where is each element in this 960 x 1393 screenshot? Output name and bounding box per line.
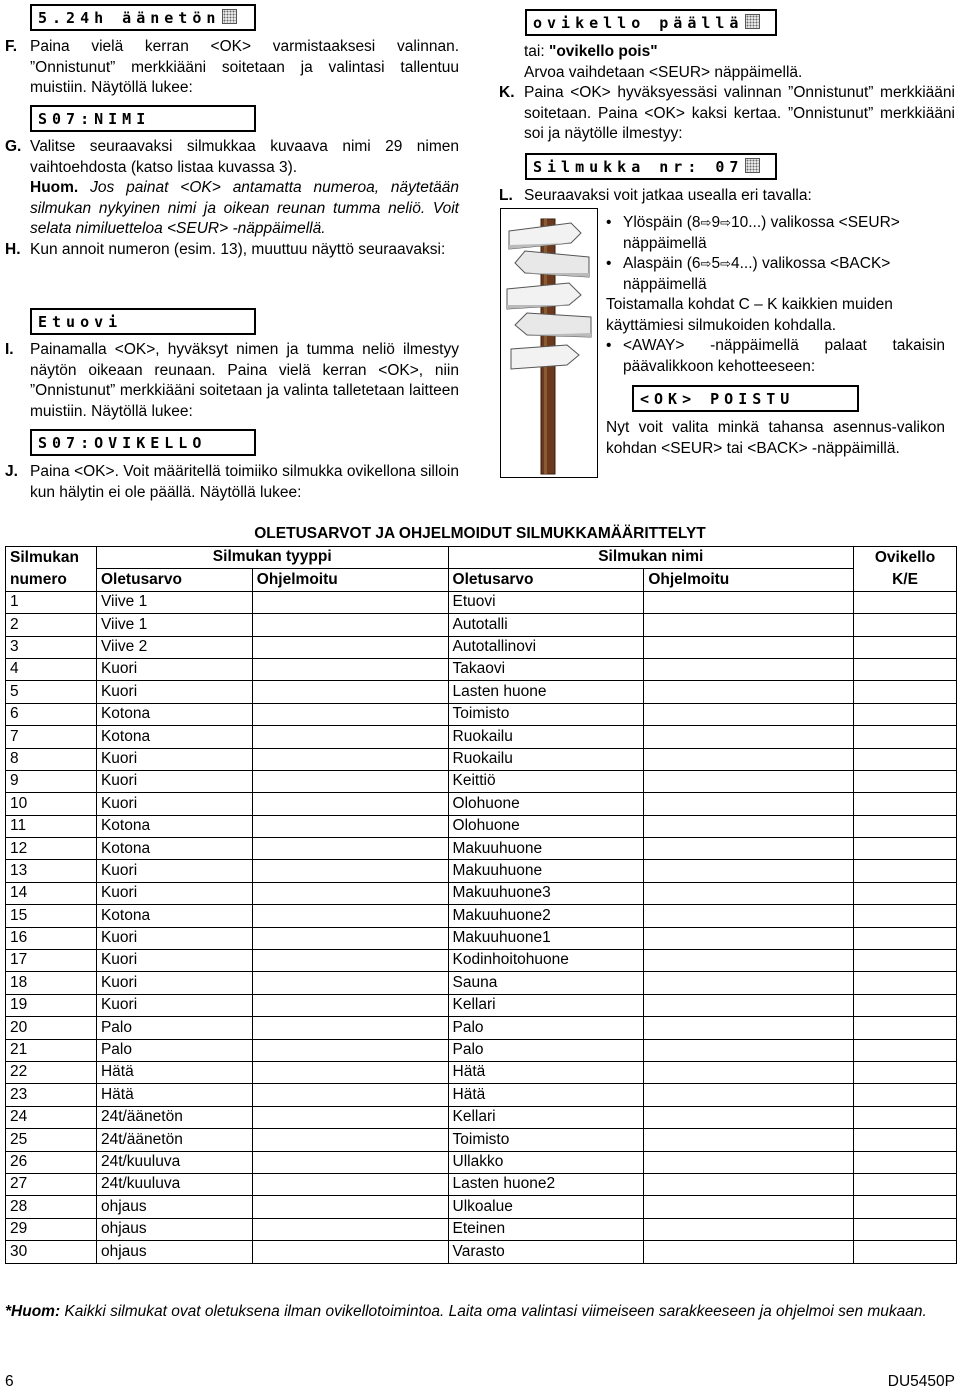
cell-type-programmed <box>252 1196 448 1218</box>
cell-type-default: ohjaus <box>96 1196 252 1218</box>
cell-name-programmed <box>644 1017 854 1039</box>
table-title: OLETUSARVOT JA OHJELMOIDUT SILMUKKAMÄÄRITTELYT <box>254 525 706 542</box>
table-row <box>6 882 957 904</box>
lcd-display-silmukka: Silmukka nr: 07 <box>525 153 777 180</box>
table-row <box>6 614 957 636</box>
cell-name-programmed <box>644 681 854 703</box>
cell-name-default: Lasten huone <box>448 681 644 703</box>
cell-number: 22 <box>6 1061 97 1083</box>
cell-name-default: Makuuhuone <box>448 838 644 860</box>
cell-type-programmed <box>252 1218 448 1240</box>
table-row <box>6 1129 957 1151</box>
cell-name-default: Ruokailu <box>448 726 644 748</box>
cell-type-programmed <box>252 591 448 613</box>
cell-type-default: 24t/kuuluva <box>96 1151 252 1173</box>
cell-name-programmed <box>644 1173 854 1195</box>
cell-type-programmed <box>252 770 448 792</box>
cell-number: 21 <box>6 1039 97 1061</box>
cell-number: 1 <box>6 591 97 613</box>
signpost-icon <box>501 209 597 477</box>
cell-number: 26 <box>6 1151 97 1173</box>
cell-name-default: Olohuone <box>448 815 644 837</box>
cell-number: 19 <box>6 994 97 1016</box>
cell-type-default: Kotona <box>96 905 252 927</box>
cell-name-default: Ullakko <box>448 1151 644 1173</box>
table-row <box>6 905 957 927</box>
step-f: F. Paina vielä kerran <OK> varmistaaksesi valinnan. ”Onnistunut” merkkiääni soitetaan ja valintasi tallentuu muistiin. Näytöllä lukee: <box>5 38 459 96</box>
cell-name-default: Toimisto <box>448 1129 644 1151</box>
step-l: L. Seuraavaksi voit jatkaa usealla eri tavalla: <box>499 187 812 204</box>
loop-table-body <box>6 591 957 1263</box>
page-number: 6 <box>5 1373 14 1390</box>
cell-number: 11 <box>6 815 97 837</box>
cell-number: 12 <box>6 838 97 860</box>
cell-number: 24 <box>6 1106 97 1128</box>
cell-type-programmed <box>252 927 448 949</box>
cell-doorbell <box>854 1196 957 1218</box>
cell-doorbell <box>854 815 957 837</box>
cell-type-default: Kuori <box>96 972 252 994</box>
cell-name-default: Sauna <box>448 972 644 994</box>
cell-doorbell <box>854 972 957 994</box>
cell-doorbell <box>854 927 957 949</box>
cell-type-default: Kuori <box>96 770 252 792</box>
table-row <box>6 1106 957 1128</box>
cell-name-programmed <box>644 950 854 972</box>
cell-name-programmed <box>644 815 854 837</box>
lcd-display-ovikello: S07:OVIKELLO <box>30 429 256 456</box>
cell-name-programmed <box>644 1039 854 1061</box>
lcd-display-24h: 5.24h äänetön <box>30 4 256 31</box>
cell-number: 2 <box>6 614 97 636</box>
cell-number: 3 <box>6 636 97 658</box>
cell-number: 14 <box>6 882 97 904</box>
toistamalla-text: Toistamalla kohdat C – K kaikkien muiden käyttämiesi silmukoiden kohdalla. <box>606 296 893 334</box>
cell-doorbell <box>854 1084 957 1106</box>
cell-type-programmed <box>252 1151 448 1173</box>
header-type-programmed: Ohjelmoitu <box>252 569 448 591</box>
header-loop-name: Silmukan nimi <box>448 547 854 569</box>
cell-type-programmed <box>252 681 448 703</box>
cell-name-default: Palo <box>448 1039 644 1061</box>
cell-type-default: Kotona <box>96 726 252 748</box>
cell-type-programmed <box>252 1039 448 1061</box>
step-k: K. Paina <OK> hyväksyessäsi valinnan ”Onnistunut” merkkiääni soitetaan. Paina <OK> kaksi kertaa. ”Onnistunut” merkkiääni soi ja näytölle ilmestyy: <box>499 84 955 142</box>
right-column <box>499 42 955 145</box>
cell-doorbell <box>854 1039 957 1061</box>
cell-doorbell <box>854 726 957 748</box>
cell-name-programmed <box>644 748 854 770</box>
cell-type-programmed <box>252 950 448 972</box>
cursor-block-icon <box>745 14 760 29</box>
cell-number: 8 <box>6 748 97 770</box>
cell-name-programmed <box>644 994 854 1016</box>
cell-name-default: Ruokailu <box>448 748 644 770</box>
cell-type-default: Kotona <box>96 815 252 837</box>
cursor-block-icon <box>745 158 760 173</box>
cell-type-default: Kuori <box>96 658 252 680</box>
nyt-block <box>606 418 945 459</box>
header-loop-type: Silmukan tyyppi <box>96 547 448 569</box>
cell-number: 6 <box>6 703 97 725</box>
cell-name-programmed <box>644 882 854 904</box>
cell-type-programmed <box>252 1061 448 1083</box>
cell-type-default: Hätä <box>96 1084 252 1106</box>
cell-name-programmed <box>644 1151 854 1173</box>
cell-doorbell <box>854 703 957 725</box>
cell-name-programmed <box>644 591 854 613</box>
step-g: G. Valitse seuraavaksi silmukkaa kuvaava nimi 29 nimen vaihtoehdosta (katso listaa kuvassa 3). <box>5 138 459 176</box>
table-row <box>6 838 957 860</box>
left-column <box>5 37 459 99</box>
cell-type-programmed <box>252 614 448 636</box>
bullet-away: • <AWAY> -näppäimellä palaat takaisin päävalikkoon kehotteeseen: <box>606 336 945 377</box>
cell-name-default: Makuuhuone1 <box>448 927 644 949</box>
cell-doorbell <box>854 1017 957 1039</box>
cell-type-default: Kuori <box>96 950 252 972</box>
cell-number: 15 <box>6 905 97 927</box>
cell-number: 4 <box>6 658 97 680</box>
cursor-block-icon <box>222 9 237 24</box>
table-row <box>6 860 957 882</box>
cell-name-default: Etuovi <box>448 591 644 613</box>
cell-name-default: Ulkoalue <box>448 1196 644 1218</box>
cell-type-default: Kotona <box>96 838 252 860</box>
header-loop-number-2: numero <box>6 569 97 591</box>
table-row <box>6 972 957 994</box>
cell-name-programmed <box>644 770 854 792</box>
huom-note: Huom. Jos painat <OK> antamatta numeroa, näytetään silmukan nykyinen nimi ja oikean reunan tumma neliö. Voit selata nimiluetteloa <SEUR> -näppäimellä. <box>30 179 459 237</box>
table-row <box>6 1084 957 1106</box>
cell-type-default: Palo <box>96 1039 252 1061</box>
table-row <box>6 1151 957 1173</box>
cell-doorbell <box>854 636 957 658</box>
table-row <box>6 591 957 613</box>
cell-name-programmed <box>644 927 854 949</box>
cell-type-default: Viive 1 <box>96 614 252 636</box>
cell-type-programmed <box>252 636 448 658</box>
cell-type-default: Kuori <box>96 927 252 949</box>
cell-doorbell <box>854 838 957 860</box>
cell-type-programmed <box>252 1084 448 1106</box>
table-row <box>6 793 957 815</box>
cell-doorbell <box>854 994 957 1016</box>
cell-doorbell <box>854 950 957 972</box>
loop-table <box>5 546 957 1264</box>
right-arrow-icon: ⇨ <box>700 215 712 230</box>
cell-doorbell <box>854 882 957 904</box>
cell-doorbell <box>854 905 957 927</box>
cell-doorbell <box>854 770 957 792</box>
cell-doorbell <box>854 1106 957 1128</box>
cell-name-default: Makuuhuone <box>448 860 644 882</box>
cell-name-programmed <box>644 1218 854 1240</box>
cell-number: 16 <box>6 927 97 949</box>
cell-type-default: 24t/kuuluva <box>96 1173 252 1195</box>
cell-doorbell <box>854 591 957 613</box>
cell-name-programmed <box>644 1196 854 1218</box>
table-row <box>6 1173 957 1195</box>
cell-type-default: Kuori <box>96 748 252 770</box>
cell-name-default: Keittiö <box>448 770 644 792</box>
cell-doorbell <box>854 1173 957 1195</box>
cell-type-programmed <box>252 1017 448 1039</box>
step-j: J. Paina <OK>. Voit määritellä toimiiko silmukka ovikellona silloin kun hälytin ei ole päällä. Näytöllä lukee: <box>5 463 459 501</box>
cell-type-programmed <box>252 838 448 860</box>
cell-name-default: Toimisto <box>448 703 644 725</box>
cell-number: 9 <box>6 770 97 792</box>
arvoa-line: Arvoa vaihdetaan <SEUR> näppäimellä. <box>524 63 803 81</box>
cell-name-default: Olohuone <box>448 793 644 815</box>
cell-type-default: Kotona <box>96 703 252 725</box>
table-row <box>6 1196 957 1218</box>
table-row <box>6 815 957 837</box>
cell-name-default: Palo <box>448 1017 644 1039</box>
cell-type-default: Kuori <box>96 994 252 1016</box>
table-row <box>6 1039 957 1061</box>
table-row <box>6 994 957 1016</box>
cell-number: 30 <box>6 1241 97 1263</box>
left-column-2 <box>5 137 459 260</box>
doc-code: DU5450P <box>887 1373 955 1390</box>
cell-number: 17 <box>6 950 97 972</box>
table-row <box>6 950 957 972</box>
cell-type-programmed <box>252 815 448 837</box>
right-arrow-icon: ⇨ <box>720 215 731 230</box>
cell-name-programmed <box>644 636 854 658</box>
cell-name-programmed <box>644 860 854 882</box>
cell-name-programmed <box>644 614 854 636</box>
cell-number: 23 <box>6 1084 97 1106</box>
cell-type-programmed <box>252 658 448 680</box>
cell-type-programmed <box>252 726 448 748</box>
table-row <box>6 636 957 658</box>
table-row <box>6 1061 957 1083</box>
cell-type-default: Viive 1 <box>96 591 252 613</box>
cell-name-programmed <box>644 972 854 994</box>
cell-doorbell <box>854 748 957 770</box>
table-row <box>6 658 957 680</box>
cell-name-default: Kellari <box>448 1106 644 1128</box>
cell-doorbell <box>854 1241 957 1263</box>
cell-doorbell <box>854 1151 957 1173</box>
cell-type-programmed <box>252 905 448 927</box>
lcd-display-nimi: S07:NIMI <box>30 105 256 132</box>
cell-type-default: 24t/äänetön <box>96 1106 252 1128</box>
cell-name-programmed <box>644 838 854 860</box>
cell-number: 5 <box>6 681 97 703</box>
cell-name-default: Eteinen <box>448 1218 644 1240</box>
cell-name-programmed <box>644 726 854 748</box>
step-l-block <box>499 186 955 207</box>
table-row <box>6 703 957 725</box>
cell-name-programmed <box>644 1084 854 1106</box>
cell-type-default: Kuori <box>96 793 252 815</box>
cell-type-programmed <box>252 748 448 770</box>
cell-name-default: Makuuhuone2 <box>448 905 644 927</box>
cell-doorbell <box>854 793 957 815</box>
cell-type-programmed <box>252 1241 448 1263</box>
table-row <box>6 1241 957 1263</box>
footnote: *Huom: Kaikki silmukat ovat oletuksena ilman ovikellotoimintoa. Laita oma valintasi viimeiseen sarakkeeseen ja ohjelmoi sen mukaan. <box>5 1303 927 1320</box>
right-arrow-icon: ⇨ <box>700 256 712 271</box>
cell-type-default: Viive 2 <box>96 636 252 658</box>
cell-type-programmed <box>252 860 448 882</box>
cell-name-programmed <box>644 703 854 725</box>
header-loop-number: Silmukan <box>6 547 97 569</box>
cell-type-default: Kuori <box>96 860 252 882</box>
step-h: H. Kun annoit numeron (esim. 13), muuttuu näyttö seuraavaksi: <box>5 240 446 258</box>
cell-type-programmed <box>252 1173 448 1195</box>
cell-type-default: Palo <box>96 1017 252 1039</box>
cell-type-default: Kuori <box>96 882 252 904</box>
cell-name-programmed <box>644 1061 854 1083</box>
table-row <box>6 748 957 770</box>
cell-number: 18 <box>6 972 97 994</box>
cell-number: 25 <box>6 1129 97 1151</box>
cell-type-programmed <box>252 972 448 994</box>
cell-number: 20 <box>6 1017 97 1039</box>
cell-name-programmed <box>644 793 854 815</box>
left-column-3 <box>5 340 459 422</box>
lcd-display-poistu: <OK> POISTU <box>632 385 859 412</box>
lcd-display-etuovi: Etuovi <box>30 308 256 335</box>
cell-doorbell <box>854 658 957 680</box>
table-row <box>6 1218 957 1240</box>
cell-type-default: ohjaus <box>96 1241 252 1263</box>
cell-name-default: Autotallinovi <box>448 636 644 658</box>
cell-type-programmed <box>252 882 448 904</box>
cell-type-programmed <box>252 703 448 725</box>
table-row <box>6 770 957 792</box>
cell-type-default: ohjaus <box>96 1218 252 1240</box>
header-name-programmed: Ohjelmoitu <box>644 569 854 591</box>
cell-number: 27 <box>6 1173 97 1195</box>
cell-name-programmed <box>644 658 854 680</box>
step-i: I. Painamalla <OK>, hyväksyt nimen ja tumma neliö ilmestyy näytön oikeaan reunaan. Paina vielä kerran <OK>, niin ”Onnistunut” merkkiääni soitetaan ja valinta talletetaan laitteen muistiin. Näytöllä lukee: <box>5 341 459 420</box>
options-block <box>606 213 945 377</box>
cell-doorbell <box>854 1061 957 1083</box>
cell-number: 28 <box>6 1196 97 1218</box>
cell-type-programmed <box>252 994 448 1016</box>
cell-doorbell <box>854 1218 957 1240</box>
cell-type-programmed <box>252 1129 448 1151</box>
table-row <box>6 681 957 703</box>
nyt-text: Nyt voit valita minkä tahansa asennus-valikon kohdan <SEUR> tai <BACK> -näppäimillä. <box>606 419 945 457</box>
header-doorbell: Ovikello <box>854 547 957 569</box>
cell-type-default: Kuori <box>96 681 252 703</box>
cell-name-default: Takaovi <box>448 658 644 680</box>
cell-type-default: Hätä <box>96 1061 252 1083</box>
cell-doorbell <box>854 1129 957 1151</box>
cell-number: 29 <box>6 1218 97 1240</box>
cell-doorbell <box>854 681 957 703</box>
cell-doorbell <box>854 614 957 636</box>
cell-doorbell <box>854 860 957 882</box>
cell-name-default: Hätä <box>448 1084 644 1106</box>
bullet-ylospain: • Ylöspäin (8⇨9⇨10...) valikossa <SEUR> näppäimellä <box>606 213 945 254</box>
cell-name-programmed <box>644 1106 854 1128</box>
lcd-display-ovikello-paalla: ovikello päällä <box>525 9 777 36</box>
cell-number: 7 <box>6 726 97 748</box>
cell-name-default: Autotalli <box>448 614 644 636</box>
header-type-default: Oletusarvo <box>96 569 252 591</box>
cell-type-programmed <box>252 1106 448 1128</box>
right-arrow-icon: ⇨ <box>720 256 731 271</box>
cell-name-programmed <box>644 1129 854 1151</box>
bullet-alaspain: • Alaspäin (6⇨5⇨4...) valikossa <BACK> näppäimellä <box>606 254 945 295</box>
cell-type-default: 24t/äänetön <box>96 1129 252 1151</box>
cell-name-default: Lasten huone2 <box>448 1173 644 1195</box>
header-name-default: Oletusarvo <box>448 569 644 591</box>
cell-name-programmed <box>644 1241 854 1263</box>
cell-name-default: Makuuhuone3 <box>448 882 644 904</box>
cell-name-default: Kellari <box>448 994 644 1016</box>
cell-type-programmed <box>252 793 448 815</box>
table-row <box>6 726 957 748</box>
cell-name-default: Hätä <box>448 1061 644 1083</box>
left-column-4 <box>5 462 459 503</box>
header-doorbell-2: K/E <box>854 569 957 591</box>
cell-name-default: Varasto <box>448 1241 644 1263</box>
cell-name-default: Kodinhoitohuone <box>448 950 644 972</box>
table-row <box>6 927 957 949</box>
cell-number: 13 <box>6 860 97 882</box>
table-row <box>6 1017 957 1039</box>
cell-number: 10 <box>6 793 97 815</box>
tai-line: tai: "ovikello pois" <box>524 43 658 60</box>
cell-name-programmed <box>644 905 854 927</box>
signpost-illustration <box>500 208 598 478</box>
